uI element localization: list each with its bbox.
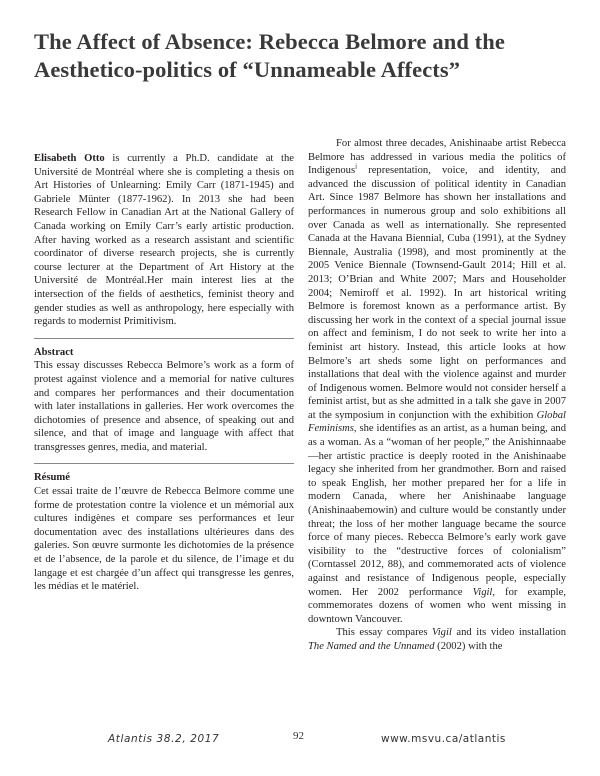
section-divider <box>34 338 294 339</box>
body-emphasis: Vigil <box>472 586 493 598</box>
abstract-heading: Abstract <box>34 346 74 358</box>
body-text: and its video installation <box>451 627 566 639</box>
author-bio-text: is currently a Ph.D. candidate at the Université de Montréal where she is completing a thesis on Art Histories of Unlearning: Emily Carr (1871-1945) and Gabriele Münter (1877-1962). In 2013 she had been Research Fellow in Canadian Art at the National Gallery of Canada working on Emily Carr’s early artistic production. After having worked as a research assistant and scientific coordinator of diverse research projects, she is currently course lecturer at the Department of Art History at the Université de Montréal.Her main interest lies at the intersection of the fields of aesthetics, feminist theory and gender studies as well as anthropology, here especially with regards to modernist Primitivism. <box>34 153 294 328</box>
author-name: Elisabeth Otto <box>34 153 105 164</box>
body-paragraph <box>308 137 566 626</box>
abstract-text: This essay discusses Rebecca Belmore’s work as a form of protest against violence and a memorial for native cultures and compares her performances and their documentation with later installations in galleries. Her work overcomes the dichotomies of presence and absence, of speaking out and silence, and that of image and language with affect that transgresses genres, media, and material. <box>34 360 294 453</box>
body-text: , for example, commemorates dozens of women who went missing in downtown Vancouver. <box>308 586 566 625</box>
footnote-marker[interactable]: i <box>355 162 358 171</box>
body-emphasis: The Named and the Unnamed <box>308 640 435 652</box>
right-column <box>308 137 566 654</box>
resume-text: Cet essai traite de l’œuvre de Rebecca Belmore comme une forme de protestation contre la violence et un mémorial aux cultures indigènes et compare ses performances et leur documentation avec des installations ultérieures dans des galeries. Son œuvre surmonte les dichotomies de la présence et de l’absence, de la parole et du silence, de l’image et du langage et est chargée d’un affect qui transgresse les genres, les médias et le matériel. <box>34 486 294 593</box>
footer-journal: Atlantis 38.2, 2017 <box>108 733 220 745</box>
body-text: , she identifies as an artist, as a human being, and as a woman. As a “woman of her people,” the Anishinnaabe—her artistic practice is deeply rooted in the Anishinaabe legacy she inherited from her grandmother. Born and raised to speak English, her mother prepared her for a life in modern Canada, where her Anishinaabe language (Anishinaabemowin) and culture would be constantly under threat; the loss of her mother language became the source force of many pieces. Rebecca Belmore’s early work gave visibility to the “destructive forces of colonialism” (Corntassel 2012, 88), and commemorated acts of violence against and resistance of Indigenous people, especially women. Her 2002 performance <box>308 423 566 598</box>
article-title: The Affect of Absence: Rebecca Belmore and the Aesthetico-politics of “Unnameable Affects” <box>34 29 505 82</box>
body-text: representation, voice, and identity, and advanced the discussion of political identity in Canadian Art. Since 1987 Belmore has shown her installations and performances in numerous group and solo exhibitions all over Canada as well as internationally. She represented Canada at the Havana Biennial, Cuba (1991), at the Sydney Biennale, Australia (1998), and most prominently at the 2005 Venice Biennale (Townsend-Gault 2014; Hill et al. 2013; O’Brian and White 2007; Mars and Householder 2004; Nemiroff et al. 1992). In art historical writing Belmore is foremost known as a performance artist. By discussing her work in the context of a special journal issue on affect and feminism, I do not seek to write her into a feminist art history. Instead, this article looks at how Belmore’s art sheds some light on performances and installations that deal with the violence against and murder of Indigenous women. Belmore would not consider herself a feminist artist, but as she admitted in a talk she gave in 2007 at the symposium in conjunction with the exhibition <box>308 165 566 421</box>
section-divider <box>34 463 294 464</box>
author-bio <box>34 152 294 329</box>
body-paragraph <box>308 626 566 653</box>
resume-heading: Résumé <box>34 472 70 484</box>
body-text: This essay compares <box>336 627 433 639</box>
body-emphasis: Global Feminisms <box>308 409 566 435</box>
left-column <box>34 152 294 603</box>
page-number: 92 <box>293 730 304 742</box>
body-emphasis: Vigil <box>432 627 452 639</box>
body-text: For almost three decades, Anishinaabe artist Rebecca Belmore has addressed in various media the politics of Indigenous <box>308 138 566 177</box>
body-text: (2002) with the <box>434 640 503 652</box>
footer-url[interactable]: www.msvu.ca/atlantis <box>381 733 506 745</box>
